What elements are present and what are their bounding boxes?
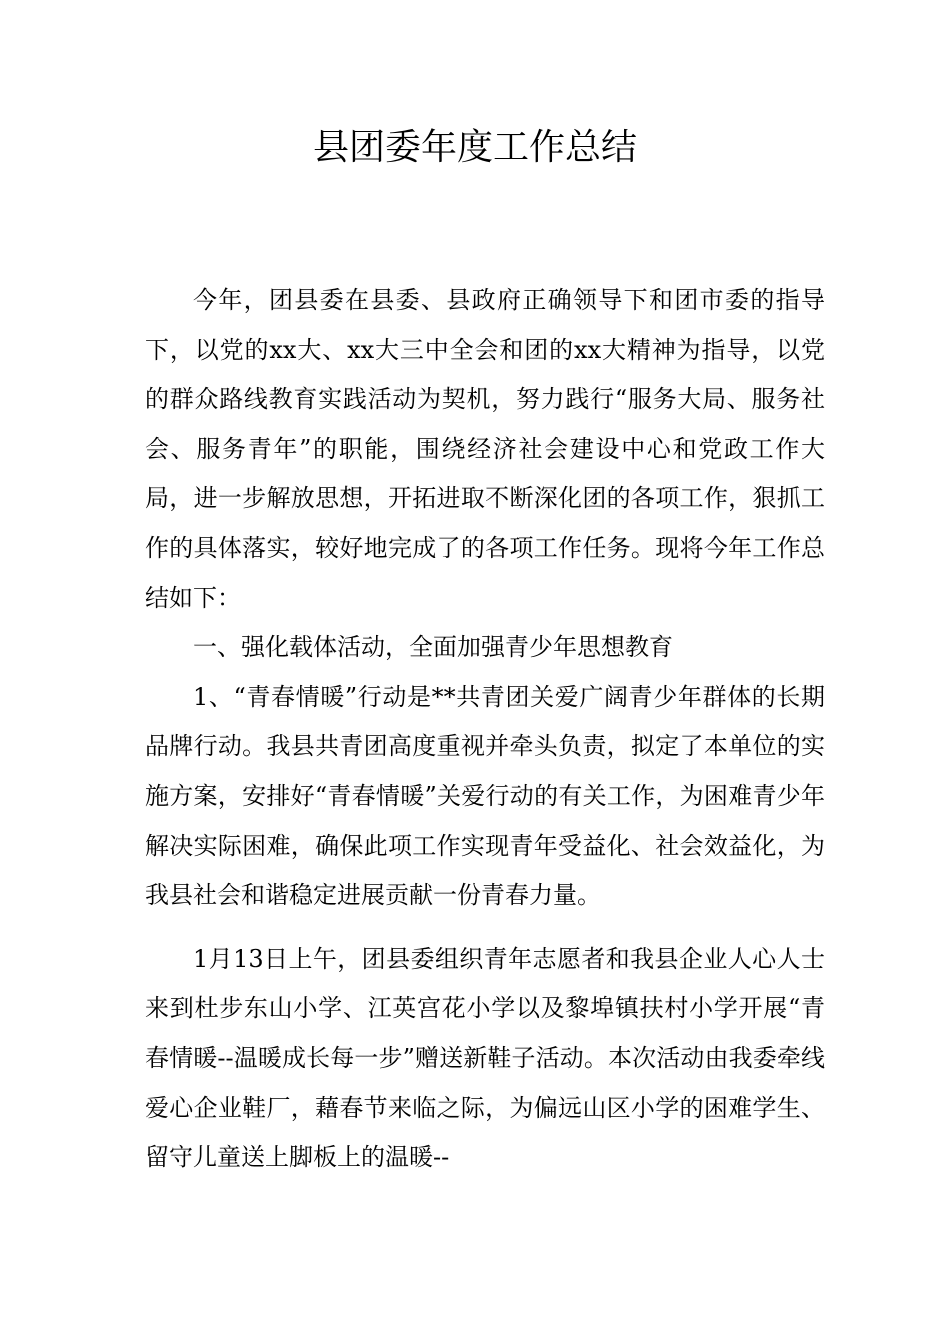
document-title: 县团委年度工作总结 xyxy=(312,127,637,168)
document-body xyxy=(145,276,825,1183)
paragraph-intro: 今年，团县委在县委、县政府正确领导下和团市委的指导下，以党的xx大、xx大三中全会和团的xx大精神为指导，以党的群众路线教育实践活动为契机，努力践行“服务大局、服务社会、服务青年”的职能，围绕经济社会建设中心和党政工作大局，进一步解放思想，开拓进取不断深化团的各项工作，狠抓工作的具体落实，较好地完成了的各项工作任务。现将今年工作总结如下： xyxy=(145,286,825,612)
paragraph-jan-13: 1月13日上午，团县委组织青年志愿者和我县企业人心人士来到杜步东山小学、江英宫花小学以及黎埠镇扶村小学开展“青春情暖--温暖成长每一步”赠送新鞋子活动。本次活动由我委牵线爱心企业鞋厂，藉春节来临之际，为偏远山区小学的困难学生、留守儿童送上脚板上的温暖-- xyxy=(145,944,825,1172)
section-heading-1: 一、强化载体活动，全面加强青少年思想教育 xyxy=(193,633,673,662)
paragraph-item-1: 1、“青春情暖”行动是**共青团关爱广阔青少年群体的长期品牌行动。我县共青团高度重视并牵头负责，拟定了本单位的实施方案，安排好“青春情暖”关爱行动的有关工作，为困难青少年解决实际困难，确保此项工作实现青年受益化、社会效益化，为我县社会和谐稳定进展贡献一份青春力量。 xyxy=(145,682,825,910)
